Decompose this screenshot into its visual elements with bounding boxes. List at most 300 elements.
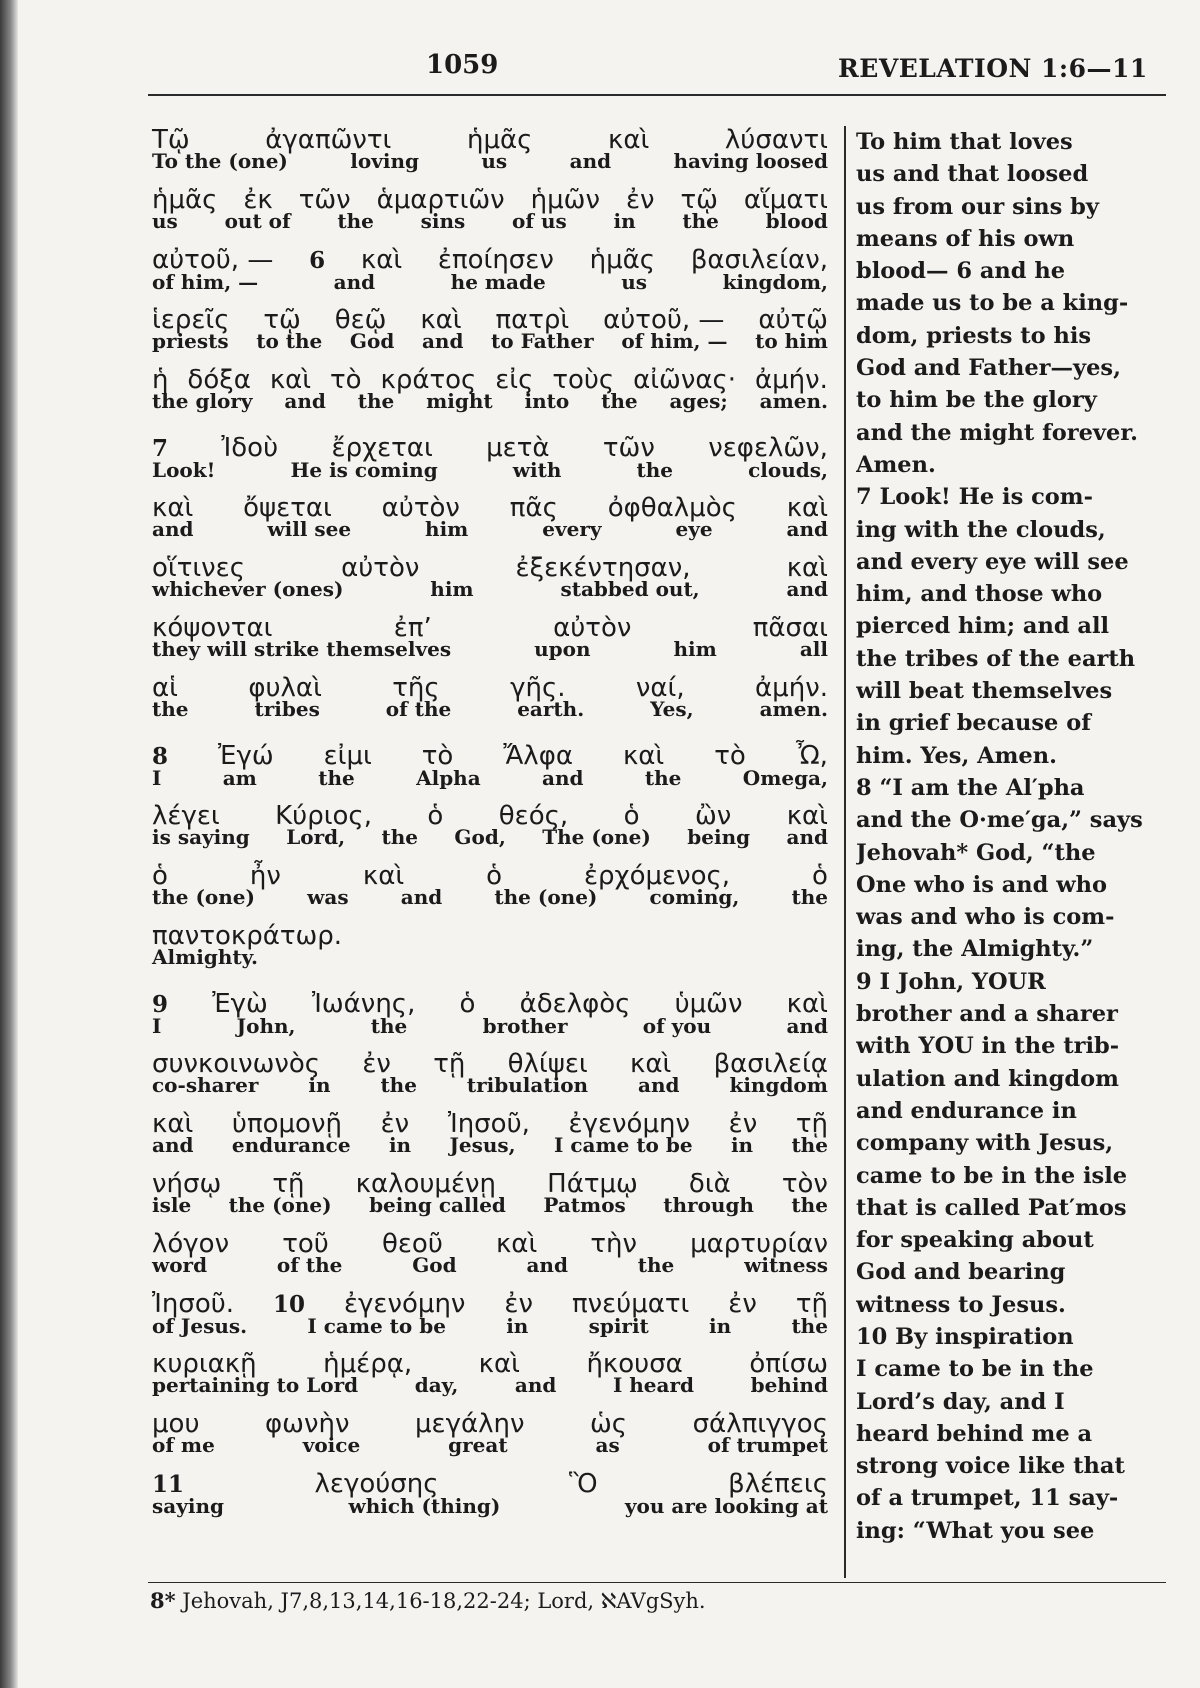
greek-word: ναί, [635,673,685,703]
english-gloss: the [370,1014,408,1038]
english-gloss: Look! [152,458,216,482]
english-gloss: of trumpet [707,1433,828,1457]
english-gloss: tribes [254,697,320,721]
translation-line: means of his own [856,225,1075,252]
translation-line: 7 Look! He is com- [856,484,1093,511]
interlinear-row [150,304,830,364]
english-gloss: and [514,1373,557,1397]
greek-word: ἁμαρτιῶν [376,185,505,215]
english-gloss: in [506,1314,529,1338]
greek-word: πᾶς [509,493,558,523]
greek-word: ἡμᾶς [589,245,656,275]
english-gloss: the [637,1253,675,1277]
english-gloss: in [308,1073,331,1097]
column-divider [844,126,846,1578]
english-gloss: the [791,885,828,909]
greek-word: δόξα [187,365,251,395]
translation-line: God and bearing [856,1259,1066,1286]
greek-word: τῷ [263,305,301,335]
english-gloss: spirit [588,1314,649,1338]
english-gloss: and [786,825,828,849]
greek-word: παντοκράτωρ. [152,921,343,951]
english-gloss: eye [675,517,713,541]
interlinear-row [150,1348,830,1408]
english-gloss-line [150,638,830,660]
greek-word: τὸ [330,365,362,395]
translation-line: with YOU in the trib- [856,1033,1120,1060]
english-gloss: I came to be [307,1314,446,1338]
greek-word: ἀγαπῶντι [265,125,392,155]
greek-word: Ἐγώ [217,741,274,771]
greek-word: θεῷ [334,305,387,335]
greek-word: πᾶσαι [752,613,828,643]
english-gloss: great [448,1433,508,1457]
greek-word: αὐτὸν [553,613,632,643]
greek-word: ἀμήν. [755,673,828,703]
translation-line: and endurance in [856,1097,1077,1124]
english-gloss: will see [267,517,352,541]
english-gloss: to him [755,329,828,353]
english-gloss: of the [276,1253,343,1277]
interlinear-row [150,1228,830,1288]
greek-word: πνεύματι [571,1289,690,1319]
book-spine-shadow [0,0,18,1688]
translation-line: 9 I John, YOUR [856,968,1046,995]
english-gloss: of me [152,1433,215,1457]
greek-word: ἱερεῖς [152,305,230,335]
english-gloss: Patmos [543,1193,626,1217]
translation-line: the tribes of the earth [856,645,1136,672]
translation-line: To him that loves [856,129,1073,155]
greek-word: Ἐγὼ [212,989,268,1019]
english-gloss: and [542,766,584,790]
interlinear-row [150,1408,830,1468]
translation-line: ing, the Almighty.” [856,936,1094,963]
interlinear-column [150,124,830,1528]
interlinear-row [150,184,830,244]
english-gloss: God [412,1253,457,1277]
greek-word: καὶ [420,305,462,335]
translation-line: Amen. [856,451,936,478]
greek-word: λύσαντι [724,125,828,155]
greek-word: ἡμέρᾳ, [323,1349,413,1379]
greek-word: αἰῶνας· [633,365,737,395]
english-gloss: the [337,209,374,233]
greek-word: καὶ [362,861,405,891]
interlinear-row [150,244,830,304]
greek-word: Ὃ [569,1469,598,1499]
translation-line: and every eye will see [856,548,1129,575]
english-gloss: out of [224,209,291,233]
translation-line: was and who is com- [856,904,1115,931]
footnote-text: Jehovah, J7,8,13,14,16-18,22-24; Lord, ℵAVgSyh. [182,1589,706,1613]
english-gloss: Yes, [650,697,694,721]
english-gloss: us [481,149,508,173]
greek-word: λέγει [152,801,220,831]
greek-word: εἰμι [323,741,372,771]
greek-word: τῶν [298,185,351,215]
english-gloss: through [663,1193,754,1217]
greek-word: τῶν [602,433,655,463]
english-gloss: kingdom [729,1073,828,1097]
greek-word: μαρτυρίαν [690,1229,828,1259]
greek-word: ὁ [152,861,168,891]
interlinear-row [150,860,830,920]
english-gloss: being [687,825,751,849]
greek-word: Ἄλφα [503,741,573,771]
english-gloss: us [152,209,178,233]
english-gloss-line [150,150,830,172]
interlinear-row [150,800,830,860]
english-gloss: To the (one) [152,149,288,173]
english-gloss: I [152,1014,162,1038]
english-gloss-line [150,946,830,968]
greek-word: Ἰησοῦ, [447,1109,530,1139]
english-gloss: us [621,270,648,294]
greek-word: φωνὴν [265,1409,350,1439]
greek-word: ὁ [459,989,476,1019]
greek-word: Ἰωάνης, [312,989,416,1019]
footnote-rule [148,1582,1166,1583]
english-gloss: in [388,1133,412,1157]
english-gloss: of him, — [621,329,728,353]
greek-word: ὁ [427,801,444,831]
english-gloss: I heard [612,1373,695,1397]
greek-word: αὐτῷ [758,305,828,335]
greek-word: τῇ [795,1289,828,1319]
english-gloss: into [524,389,570,413]
greek-word: καὶ [786,553,828,583]
english-gloss: and [333,270,376,294]
english-gloss: priests [152,329,229,353]
english-gloss: kingdom, [722,270,828,294]
interlinear-row [150,492,830,552]
verse-number: 11 [152,1471,185,1498]
translation-line: 8 “I am the Al′pha [856,774,1085,801]
greek-word: ἐρχόμενος, [584,861,731,891]
greek-word: ἐν [625,185,655,215]
english-gloss: Omega, [742,766,828,790]
english-gloss: and [786,577,828,601]
translation-line: him. Yes, Amen. [856,742,1057,769]
translation-line: ing with the clouds, [856,516,1106,543]
english-gloss: the [644,766,682,790]
translation-line: Lord’s day, and I [856,1388,1065,1415]
english-gloss: and [526,1253,568,1277]
english-gloss: to the [256,329,323,353]
english-gloss: he made [450,270,546,294]
english-gloss: am [222,766,257,790]
english-gloss: was [307,885,349,909]
translation-line: for speaking about [856,1227,1094,1254]
english-gloss: amen. [759,389,828,413]
interlinear-row [150,1168,830,1228]
greek-word: διὰ [688,1169,731,1199]
english-gloss: in [730,1133,754,1157]
english-gloss: they will strike themselves [152,637,452,661]
english-gloss: the [601,389,638,413]
greek-word: γῆς. [510,673,566,703]
greek-word: μεγάλην [414,1409,525,1439]
translation-line: and the might forever. [856,419,1138,446]
english-gloss: Lord, [286,825,346,849]
translation-line: us and that loosed [856,161,1089,188]
greek-word: καὶ [360,245,403,275]
greek-word: Κύριος, [275,801,372,831]
greek-word: ἔρχεται [331,433,433,463]
greek-word: αἱ [152,673,178,703]
english-gloss: to Father [491,329,594,353]
english-gloss: coming, [649,885,740,909]
translation-line: and the O·me′ga,” says [856,807,1143,834]
english-gloss: him [430,577,474,601]
english-gloss: upon [534,637,591,661]
greek-word: εἰς [495,365,534,395]
english-gloss-line [150,1495,830,1517]
english-gloss: behind [750,1373,828,1397]
english-gloss: in [709,1314,732,1338]
english-gloss: tribulation [466,1073,589,1097]
english-gloss: pertaining to Lord [152,1373,359,1397]
english-gloss: day, [414,1373,459,1397]
greek-word: ἐγενόμην [343,1289,466,1319]
translation-line: 10 By inspiration [856,1323,1074,1350]
greek-word: πατρὶ [495,305,570,335]
english-gloss: you are looking at [624,1494,828,1518]
english-gloss: clouds, [748,458,828,482]
greek-word: κυριακῇ [152,1349,257,1379]
greek-word: αὐτὸν [341,553,420,583]
english-gloss: isle [152,1193,192,1217]
english-gloss: witness [744,1253,828,1277]
english-gloss: and [400,885,443,909]
english-gloss: word [152,1253,208,1277]
greek-word: ἐν [728,1109,758,1139]
interlinear-row [150,124,830,184]
greek-word: νεφελῶν, [708,433,828,463]
english-gloss: of him, — [152,270,259,294]
greek-word: ὄψεται [243,493,332,523]
interlinear-row [150,1288,830,1348]
greek-word: ὁ [812,861,828,891]
english-gloss: and [786,1014,828,1038]
greek-word: ἤκουσα [586,1349,683,1379]
greek-word: Τῷ [152,125,190,155]
english-gloss: the (one) [228,1193,332,1217]
english-gloss: the [380,1073,417,1097]
verse-number: 10 [273,1291,306,1318]
greek-word: καὶ [630,1049,672,1079]
english-gloss: loving [350,149,419,173]
greek-word: τοὺς [552,365,615,395]
english-gloss: the [791,1193,828,1217]
english-gloss: I [152,766,162,790]
greek-word: ὁ [486,861,503,891]
translation-line: pierced him; and all [856,613,1110,640]
interlinear-row [150,612,830,672]
greek-word: καὶ [495,1229,538,1259]
greek-word: καὶ [786,989,828,1019]
translation-line: dom, priests to his [856,322,1092,349]
greek-word: ἐπ’ [393,613,432,643]
english-gloss-line [150,1434,830,1456]
greek-word: ἡμᾶς [152,185,218,215]
english-gloss: amen. [759,697,828,721]
english-gloss: the [318,766,355,790]
greek-word: ἐν [380,1109,410,1139]
greek-word: καὶ [786,801,828,831]
greek-word: τῷ [680,185,718,215]
translation-line: in grief because of [856,710,1091,737]
english-gloss: blood [765,209,828,233]
running-head: REVELATION 1:6—11 [838,54,1148,83]
english-gloss: the [381,825,419,849]
translation-line: One who is and who [856,871,1107,898]
greek-word: ὀφθαλμὸς [607,493,737,523]
greek-word: καὶ [478,1349,520,1379]
translation-line: I came to be in the [856,1356,1094,1383]
greek-word: ὑπομονῇ [231,1109,342,1139]
english-gloss: stabbed out, [560,577,700,601]
english-gloss: endurance [231,1133,351,1157]
translation-line: ulation and kingdom [856,1065,1119,1092]
english-gloss: Jesus, [449,1133,516,1157]
greek-word: τῇ [272,1169,305,1199]
english-gloss: of Jesus. [152,1314,248,1338]
english-gloss: Almighty. [152,945,258,969]
english-gloss: of us [512,209,567,233]
translation-line: company with Jesus, [856,1130,1114,1157]
greek-word: ὑμῶν [674,989,743,1019]
english-gloss: is saying [152,825,250,849]
translation-line: came to be in the isle [856,1162,1128,1189]
greek-word: ἡ [152,365,169,395]
interlinear-row [150,672,830,732]
english-gloss: and [152,1133,194,1157]
greek-word: ἐν [728,1289,757,1319]
greek-word: ἡμῶν [530,185,600,215]
english-gloss: him [425,517,469,541]
english-gloss: the [636,458,673,482]
english-gloss: Alpha [416,766,481,790]
greek-word: θεός, [498,801,569,831]
translation-line: blood— 6 and he [856,258,1066,285]
english-gloss: God [349,329,395,353]
greek-word: αὐτοῦ, — [152,245,274,275]
english-gloss: John, [236,1014,296,1038]
greek-word: Πάτμῳ [547,1169,638,1199]
english-gloss: him [673,637,717,661]
greek-word: καὶ [152,1109,194,1139]
english-gloss: the (one) [152,885,255,909]
translation-line: will beat themselves [856,678,1113,705]
english-gloss-line [150,330,830,352]
greek-word: ἐν [504,1289,533,1319]
header-rule [148,94,1166,96]
greek-word: φυλαὶ [248,673,322,703]
greek-line [150,432,830,465]
english-gloss-line [150,826,830,848]
greek-word: λόγον [152,1229,230,1259]
greek-word: Ὦ, [795,741,828,771]
english-gloss: brother [482,1014,568,1038]
translation-line: strong voice like that [856,1453,1125,1480]
english-gloss: all [799,637,828,661]
english-gloss: The (one) [542,825,651,849]
greek-word: Ἰησοῦ. [152,1289,235,1319]
greek-word: ἐκ [243,185,273,215]
greek-word: ἀμήν. [754,365,828,395]
greek-word: ὀπίσω [749,1349,828,1379]
english-gloss: ages; [669,389,728,413]
english-gloss: being called [369,1193,506,1217]
interlinear-row [150,1468,830,1528]
english-gloss: having loosed [673,149,828,173]
greek-word: τὸ [421,741,454,771]
interlinear-row [150,552,830,612]
english-gloss-line [150,1194,830,1216]
english-gloss: and [786,517,828,541]
translation-line: heard behind me a [856,1420,1093,1447]
greek-word: ἐποίησεν [437,245,554,275]
greek-word: καὶ [608,125,650,155]
english-gloss: and [638,1073,680,1097]
translation-line: brother and a sharer [856,1001,1118,1028]
interlinear-row [150,920,830,980]
footnote [150,1588,706,1613]
english-gloss: of you [642,1014,712,1038]
verse-number: 7 [152,435,169,462]
translation-line: of a trumpet, 11 say- [856,1485,1119,1512]
greek-word: αἵματι [743,185,828,215]
greek-word: τῇ [433,1049,466,1079]
english-gloss: as [595,1433,620,1457]
english-gloss: He is coming [290,458,438,482]
interlinear-row [150,364,830,424]
greek-word: λεγούσης [314,1469,439,1499]
english-gloss: the [682,209,719,233]
greek-word: θλίψει [507,1049,588,1079]
translation-line: God and Father—yes, [856,355,1121,382]
translation-line: him, and those who [856,581,1103,608]
translation-line: made us to be a king- [856,290,1129,317]
greek-word: καὶ [786,493,828,523]
english-gloss: God, [454,825,506,849]
english-gloss: whichever (ones) [152,577,344,601]
footnote-marker: 8* [150,1588,176,1613]
interlinear-row [150,740,830,800]
greek-word: βασιλείᾳ [713,1049,828,1079]
english-gloss: and [421,329,464,353]
english-gloss: and [284,389,326,413]
english-gloss: saying [152,1494,224,1518]
english-gloss: with [512,458,562,482]
translation-line: ing: “What you see [856,1517,1095,1544]
english-gloss: the (one) [494,885,598,909]
greek-word: κόψονται [152,613,273,643]
greek-word: ἐν [362,1049,391,1079]
greek-word: τὸν [781,1169,828,1199]
greek-word: ὢν [694,801,732,831]
greek-word: αὐτὸν [381,493,460,523]
greek-word: νήσῳ [152,1169,222,1199]
english-gloss-line [150,271,830,293]
greek-word: τοῦ [282,1229,329,1259]
interlinear-row [150,988,830,1048]
english-gloss: the glory [152,389,253,413]
translation-line: to him be the glory [856,387,1097,414]
translation-line: us from our sins by [856,193,1099,220]
